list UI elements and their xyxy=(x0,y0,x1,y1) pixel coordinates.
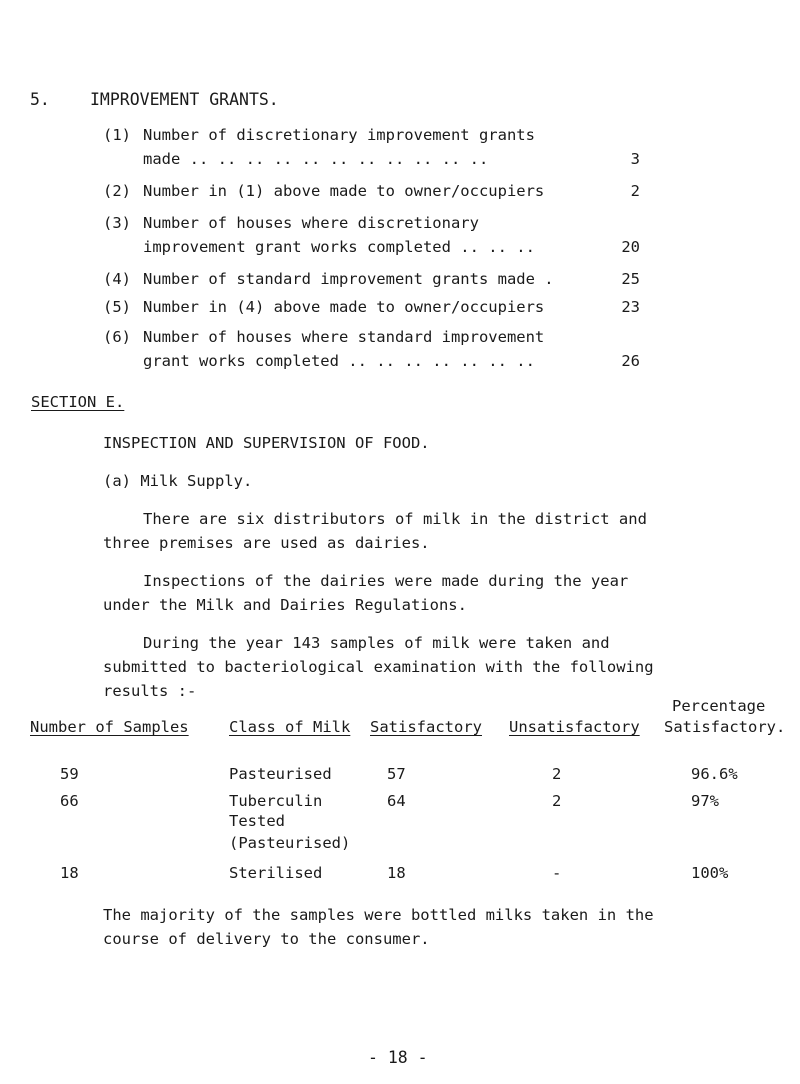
table-cell-percentage: 100% xyxy=(691,864,729,882)
table-cell-percentage: 96.6% xyxy=(691,765,738,783)
paragraph-line: During the year 143 samples of milk were taken and xyxy=(143,634,610,652)
item-text: Number of discretionary improvement grants xyxy=(143,126,535,144)
table-cell-satisfactory: 64 xyxy=(387,792,406,810)
table-header-unsatisfactory: Unsatisfactory xyxy=(509,718,640,736)
table-cell-samples: 66 xyxy=(60,792,79,810)
section-title: IMPROVEMENT GRANTS. xyxy=(90,90,279,109)
table-cell-unsatisfactory: 2 xyxy=(552,765,562,783)
item-label: (3) xyxy=(103,214,131,232)
table-cell-class: Sterilised xyxy=(229,864,323,882)
paragraph-line: There are six distributors of milk in the district and xyxy=(143,510,647,528)
milk-supply-heading: (a) Milk Supply. xyxy=(103,472,253,490)
item-value: 3 xyxy=(630,150,640,168)
item-value: 26 xyxy=(621,352,640,370)
item-text-cont: grant works completed .. .. .. .. .. .. .. xyxy=(143,352,535,370)
table-cell-samples: 18 xyxy=(60,864,79,882)
table-cell-unsatisfactory: - xyxy=(552,864,562,882)
table-header-satisfactory: Satisfactory xyxy=(370,718,482,736)
item-label: (2) xyxy=(103,182,131,200)
table-header-class: Class of Milk xyxy=(229,718,351,736)
table-header-percentage-line1: Percentage xyxy=(672,697,766,715)
paragraph-line: Inspections of the dairies were made during the year xyxy=(143,572,629,590)
item-label: (1) xyxy=(103,126,131,144)
paragraph-line: results :- xyxy=(103,682,197,700)
item-text-cont: improvement grant works completed .. .. .. xyxy=(143,238,535,256)
table-cell-class: (Pasteurised) xyxy=(229,834,351,852)
item-label: (5) xyxy=(103,298,131,316)
table-cell-satisfactory: 18 xyxy=(387,864,406,882)
item-label: (6) xyxy=(103,328,131,346)
item-value: 20 xyxy=(621,238,640,256)
table-cell-class: Tested xyxy=(229,812,285,830)
table-cell-percentage: 97% xyxy=(691,792,719,810)
item-label: (4) xyxy=(103,270,131,288)
table-cell-satisfactory: 57 xyxy=(387,765,406,783)
table-cell-samples: 59 xyxy=(60,765,79,783)
table-header-percentage-line2: Satisfactory. xyxy=(664,718,786,736)
item-text: Number of houses where discretionary xyxy=(143,214,479,232)
item-text-cont: made .. .. .. .. .. .. .. .. .. .. .. xyxy=(143,150,489,168)
paragraph-line: submitted to bacteriological examination with the following xyxy=(103,658,654,676)
paragraph-line: course of delivery to the consumer. xyxy=(103,930,430,948)
table-cell-class: Tuberculin xyxy=(229,792,323,810)
item-text: Number of houses where standard improvement xyxy=(143,328,545,346)
paragraph-line: under the Milk and Dairies Regulations. xyxy=(103,596,467,614)
item-value: 2 xyxy=(630,182,640,200)
section-number: 5. xyxy=(30,90,50,109)
item-text: Number in (4) above made to owner/occupiers xyxy=(143,298,545,316)
item-value: 25 xyxy=(621,270,640,288)
section-subheading: INSPECTION AND SUPERVISION OF FOOD. xyxy=(103,434,430,452)
item-text: Number of standard improvement grants made . xyxy=(143,270,554,288)
section-heading: SECTION E. xyxy=(31,393,125,411)
paragraph-line: three premises are used as dairies. xyxy=(103,534,430,552)
table-cell-class: Pasteurised xyxy=(229,765,332,783)
paragraph-line: The majority of the samples were bottled milks taken in the xyxy=(103,906,654,924)
item-text: Number in (1) above made to owner/occupiers xyxy=(143,182,545,200)
table-header-samples: Number of Samples xyxy=(30,718,189,736)
table-cell-unsatisfactory: 2 xyxy=(552,792,562,810)
page-number: - 18 - xyxy=(368,1048,428,1067)
item-value: 23 xyxy=(621,298,640,316)
